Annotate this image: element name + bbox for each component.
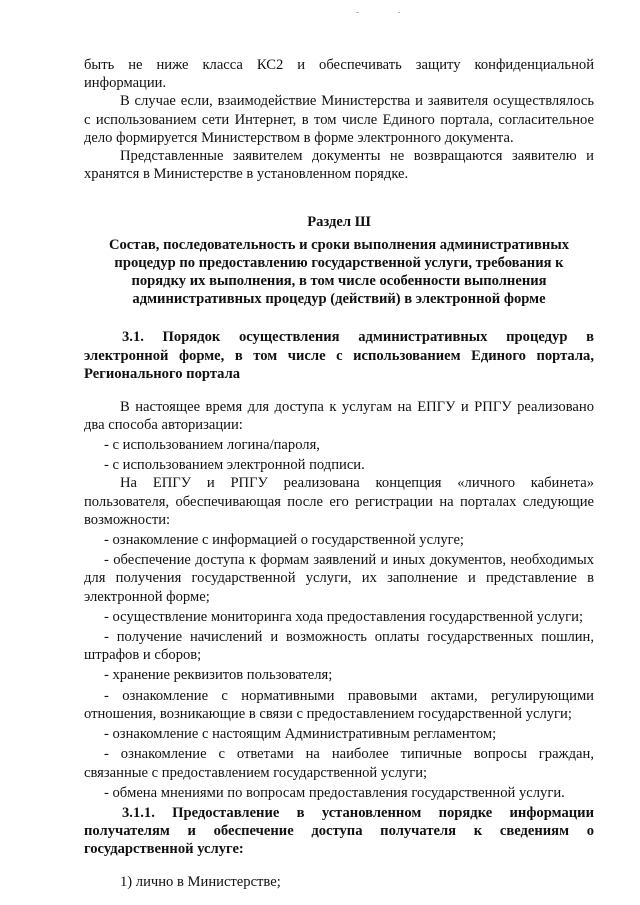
paragraph-documents-retention: Представленные заявителем документы не возвращаются заявителю и хранятся в Министерстве в установленном порядке.	[84, 148, 594, 183]
list-item: - с использованием электронной подписи.	[104, 457, 365, 474]
list-item: 1) лично в Министерстве;	[120, 874, 281, 891]
cabinet-intro: На ЕПГУ и РПГУ реализована концепция «личного кабинета» пользователя, обеспечивающая после его регистрации на порталах следующие возможности:	[84, 475, 594, 528]
subsection-3-1-1-title: 3.1.1. Предоставление в установленном порядке информации получателям и обеспечение доступа получателя к сведениям о государственной услуге:	[84, 804, 594, 858]
document-page	[84, 56, 594, 891]
section-subtitle: Состав, последовательность и сроки выполнения административных процедур по предоставлению государственной услуги, требования к порядку их выполнения, в том числе особенности выполнения административных процедур (действий) в электронной форме	[108, 236, 570, 308]
list-item: - обеспечение доступа к формам заявлений и иных документов, необходимых для получения государственной услуги, их заполнение и представление в электронной форме;	[84, 552, 594, 605]
subsection-3-1-title: 3.1. Порядок осуществления административных процедур в электронной форме, в том числе с использованием Единого портала, Регионального портала	[84, 329, 594, 382]
list-item: - ознакомление с настоящим Административным регламентом;	[104, 726, 497, 743]
list-item: - обмена мнениями по вопросам предоставления государственной услуги.	[104, 784, 565, 801]
list-item: - ознакомление с ответами на наиболее типичные вопросы граждан, связанные с предоставлением государственной услуги;	[84, 746, 594, 781]
list-item: - получение начислений и возможность оплаты государственных пошлин, штрафов и сборов;	[84, 629, 594, 664]
auth-intro: В настоящее время для доступа к услугам на ЕПГУ и РПГУ реализовано два способа авторизации:	[84, 398, 594, 433]
paragraph-continuation: быть не ниже класса КС2 и обеспечивать защиту конфиденциальной информации.	[84, 57, 594, 92]
list-item: - осуществление мониторинга хода предоставления государственной услуги;	[104, 608, 584, 625]
scan-artifact	[398, 12, 400, 13]
section-title: Раздел Ш	[307, 214, 371, 231]
section-heading	[84, 213, 594, 308]
scan-artifact	[356, 12, 359, 13]
list-item: - ознакомление с информацией о государственной услуге;	[104, 532, 464, 549]
list-item: - ознакомление с нормативными правовыми актами, регулирующими отношения, возникающие в связи с предоставлением государственной услуги;	[84, 687, 594, 722]
list-item: - хранение реквизитов пользователя;	[104, 667, 333, 684]
paragraph-internet-interaction: В случае если, взаимодействие Министерства и заявителя осуществлялось с использованием сети Интернет, в том числе Единого портала, согласительное дело формируется Министерством в форме электронного документа.	[84, 93, 594, 146]
list-item: - с использованием логина/пароля,	[104, 437, 320, 454]
